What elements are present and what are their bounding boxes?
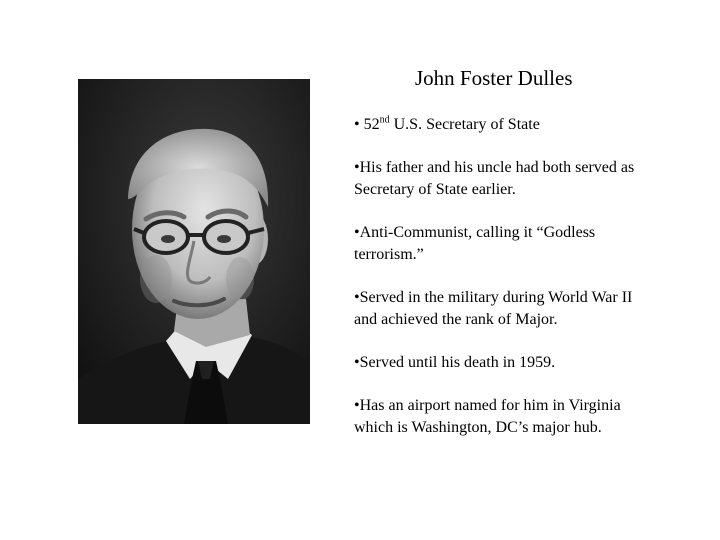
bullet-marker: • bbox=[354, 116, 364, 133]
bullet-airport bbox=[354, 395, 654, 439]
bullet-marker: • bbox=[354, 289, 360, 306]
bullet-text: Anti-Communist, calling it “Godless terrorism.” bbox=[354, 224, 596, 263]
ordinal-number: 52 bbox=[363, 116, 380, 133]
portrait-photo bbox=[78, 79, 310, 424]
bullet-text: Has an airport named for him in Virginia which is Washington, DC’s major hub. bbox=[354, 397, 621, 436]
bullet-marker: • bbox=[354, 159, 360, 176]
bullet-marker: • bbox=[354, 224, 360, 241]
bullet-death bbox=[354, 352, 654, 374]
ordinal-suffix: nd bbox=[379, 114, 390, 126]
bullet-military-service bbox=[354, 287, 654, 331]
bullet-list bbox=[354, 114, 654, 439]
bullet-marker: • bbox=[354, 354, 360, 371]
bullet-text: His father and his uncle had both served as Secretary of State earlier. bbox=[354, 159, 635, 198]
slide-title: John Foster Dulles bbox=[415, 66, 573, 90]
bullet-marker: • bbox=[354, 397, 360, 414]
portrait-illustration bbox=[78, 79, 310, 424]
bullet-anti-communist bbox=[354, 222, 654, 266]
bullet-text: U.S. Secretary of State bbox=[389, 116, 540, 133]
bullet-text: Served until his death in 1959. bbox=[359, 354, 556, 371]
bullet-text: Served in the military during World War II and achieved the rank of Major. bbox=[354, 289, 633, 328]
bullet-secretary-number bbox=[354, 114, 654, 136]
bullet-family-history bbox=[354, 157, 654, 201]
